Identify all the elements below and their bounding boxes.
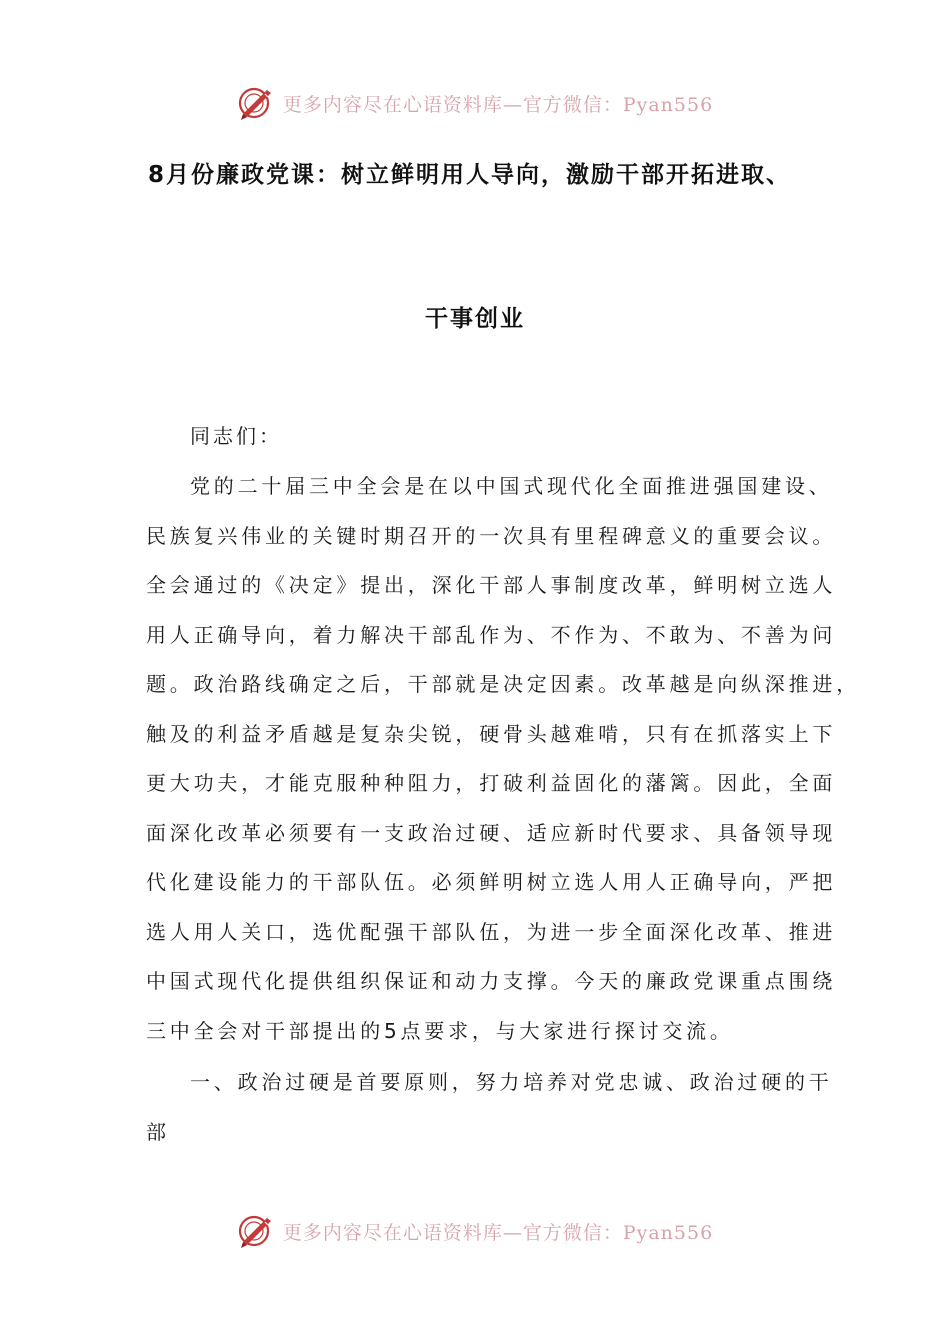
greeting: 同志们： <box>190 424 282 448</box>
paragraph-line: 全会通过的《决定》提出，深化干部人事制度改革，鲜明树立选人 <box>146 573 837 597</box>
paragraph-line: 三中全会对干部提出的5点要求，与大家进行探讨交流。 <box>146 1018 734 1043</box>
paragraph-line: 选人用人关口，选优配强干部队伍，为进一步全面深化改革、推进 <box>146 919 837 944</box>
document-title-line-1: 8月份廉政党课：树立鲜明用人导向，激励干部开拓进取、 <box>148 162 792 188</box>
section-heading-line: 部 <box>146 1119 170 1144</box>
watermark-text: 更多内容尽在心语资料库—官方微信：Pyan556 <box>282 93 714 116</box>
watermark-text: 更多内容尽在心语资料库—官方微信：Pyan556 <box>282 1221 714 1244</box>
footer-watermark <box>0 1212 950 1250</box>
paragraph-1 <box>146 462 860 1056</box>
paragraph-line: 党的二十届三中全会是在以中国式现代化全面推进强国建设、 <box>190 474 833 498</box>
paragraph-line: 更大功夫，才能克服种种阻力，打破利益固化的藩篱。因此，全面 <box>146 771 837 795</box>
paragraph-line: 用人正确导向，着力解决干部乱作为、不作为、不敢为、不善为问 <box>146 622 837 647</box>
pen-logo-icon <box>237 1212 275 1250</box>
paragraph-line: 民族复兴伟业的关键时期召开的一次具有里程碑意义的重要会议。 <box>146 523 837 548</box>
document-title-line-2: 干事创业 <box>425 306 525 332</box>
paragraph-line: 中国式现代化提供组织保证和动力支撑。今天的廉政党课重点围绕 <box>146 969 837 993</box>
paragraph-line: 代化建设能力的干部队伍。必须鲜明树立选人用人正确导向，严把 <box>146 870 837 894</box>
header-watermark <box>0 84 950 122</box>
section-heading-line: 一、政治过硬是首要原则，努力培养对党忠诚、政治过硬的干 <box>190 1070 833 1094</box>
paragraph-line: 触及的利益矛盾越是复杂尖锐，硬骨头越难啃，只有在抓落实上下 <box>146 721 837 746</box>
pen-logo-icon <box>237 84 275 122</box>
paragraph-line: 题。政治路线确定之后，干部就是决定因素。改革越是向纵深推进， <box>146 672 860 696</box>
paragraph-line: 面深化改革必须要有一支政治过硬、适应新时代要求、具备领导现 <box>146 820 837 845</box>
section-1-heading <box>146 1058 836 1157</box>
